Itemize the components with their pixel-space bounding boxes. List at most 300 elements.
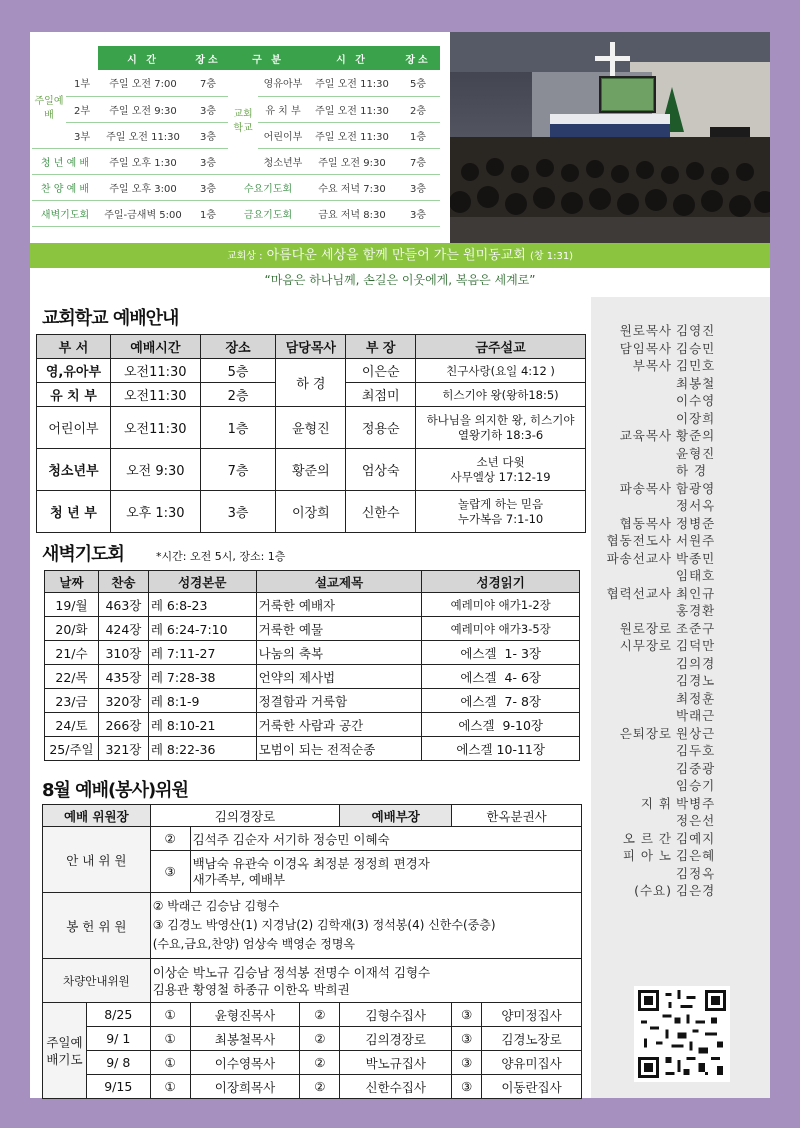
staff-role (598, 760, 676, 778)
service-place: 2층 (396, 96, 440, 122)
header-reading: 성경읽기 (422, 571, 580, 593)
staff-name: 김중광 (676, 760, 716, 776)
service-time: 주일 오전 7:00 (98, 70, 188, 96)
hymn: 266장 (98, 713, 148, 737)
service-name: 3부 (66, 122, 98, 148)
prayer-row (43, 1075, 582, 1099)
staff-row (598, 462, 736, 480)
staff-role: 피 아 노 (622, 848, 672, 863)
header-place: 장소 (188, 46, 228, 70)
staff-name: 김승민 (676, 340, 716, 356)
service-place: 3층 (396, 200, 440, 226)
staff-row (598, 830, 736, 848)
staff-row (598, 392, 736, 410)
staff-name: 황준의 (676, 428, 716, 443)
hymn: 463장 (98, 593, 148, 617)
staff-name: 최정훈 (676, 690, 716, 706)
reading: 예레미야 애가3-5장 (422, 617, 580, 641)
staff-row (598, 445, 736, 463)
staff-row (598, 672, 736, 690)
staff-row (598, 585, 736, 603)
staff-row (598, 812, 736, 830)
staff-role: 파송선교사 (606, 550, 672, 566)
service-name: 영유아부 (258, 70, 308, 96)
service-place: 7층 (396, 148, 440, 174)
service-time: 주일 오전 9:30 (308, 148, 396, 174)
staff-row (598, 637, 736, 655)
offering-label: 봉 헌 위 원 (43, 893, 151, 959)
staff-role: 지 휘 (640, 795, 672, 811)
sermon-passage: 사무엘상 17:12-19 (450, 469, 551, 484)
chair-label: 예배 위원장 (43, 805, 151, 827)
parking-label: 차량안내위원 (43, 959, 151, 1003)
prayer-leader: 김형수집사 (340, 1003, 452, 1027)
church-school-table (36, 334, 586, 533)
table-row (37, 407, 586, 449)
service-time: 주일 오후 1:30 (98, 148, 188, 174)
staff-row (598, 357, 736, 375)
pastor: 황준의 (276, 449, 346, 491)
prayer-leader: 최봉철목사 (190, 1027, 300, 1051)
staff-name: 박래근 (676, 708, 716, 723)
reading: 에스겔 7- 8장 (422, 689, 580, 713)
header-date: 날짜 (45, 571, 99, 593)
staff-name: 김예지 (676, 830, 716, 846)
church-school-label: 교회학교 (228, 70, 258, 174)
staff-row (598, 847, 736, 865)
sermon (416, 407, 586, 449)
staff-name: 서원주 (676, 533, 716, 548)
service-name: 청소년부 (258, 148, 308, 174)
schedule-row (32, 174, 440, 200)
header-sermon: 금주설교 (416, 335, 586, 359)
staff-row (598, 410, 736, 428)
date: 21/수 (45, 641, 99, 665)
staff-role (598, 375, 676, 393)
staff-role (598, 655, 676, 673)
prayer-number: ② (300, 1027, 340, 1051)
staff-role: (수요) (634, 883, 672, 898)
prayer-leader: 양미정집사 (482, 1003, 582, 1027)
header-pastor: 담당목사 (276, 335, 346, 359)
usher-group-number: ② (150, 827, 190, 851)
staff-row (598, 760, 736, 778)
sanctuary-photo (450, 32, 770, 243)
prayer-number: ① (150, 1027, 190, 1051)
dept: 청 년 부 (37, 491, 111, 533)
staff-row (598, 742, 736, 760)
staff-row (598, 532, 736, 550)
pastor: 이장희 (276, 491, 346, 533)
staff-name: 조준구 (676, 620, 716, 636)
reading: 에스겔 1- 3장 (422, 641, 580, 665)
ushers-label: 안 내 위 원 (43, 827, 151, 893)
sunday-worship-label: 주일예배 (32, 70, 66, 148)
service-time: 주일 오전 11:30 (308, 122, 396, 148)
prayer-row (43, 1051, 582, 1075)
header-time-2: 시 간 (308, 46, 396, 70)
staff-row (598, 725, 736, 743)
schedule-row (32, 200, 440, 226)
staff-row (598, 882, 736, 900)
parking-row (43, 959, 582, 1003)
staff-list (598, 322, 736, 900)
staff-name: 정은선 (676, 813, 716, 828)
table-row (45, 737, 580, 761)
usher-group-number: ③ (150, 851, 190, 893)
august-committee-table (42, 804, 582, 1099)
service-time: 금요 저녁 8:30 (308, 200, 396, 226)
table-row (45, 665, 580, 689)
vision-reference: (창 1:31) (529, 251, 574, 262)
staff-name: 최봉철 (676, 375, 716, 391)
staff-role (598, 742, 676, 760)
staff-name: 이장희 (676, 410, 716, 426)
august-section-title: 8월 예배(봉사)위원 (42, 780, 188, 801)
staff-role (598, 445, 676, 463)
church-vision-banner (30, 243, 770, 268)
sermon-title: 하나님을 의지한 왕, 히스기야 (426, 412, 575, 427)
sermon-title: 거룩한 예배자 (256, 593, 422, 617)
staff-role (598, 567, 676, 585)
passage: 레 7:11-27 (148, 641, 256, 665)
staff-name: 김덕만 (676, 638, 716, 653)
staff-name: 홍경환 (676, 603, 716, 618)
prayer-number: ③ (452, 1051, 482, 1075)
prayer-leader: 이동란집사 (482, 1075, 582, 1099)
header-place: 장소 (200, 335, 276, 359)
service-place: 3층 (188, 148, 228, 174)
service-time: 수요 저녁 7:30 (308, 174, 396, 200)
prayer-leader: 윤형진목사 (190, 1003, 300, 1027)
place: 2층 (200, 383, 276, 407)
staff-row (598, 795, 736, 813)
pastor: 윤형진 (276, 407, 346, 449)
header-time: 예배시간 (110, 335, 200, 359)
usher-names: 김석주 김순자 서기하 정승민 이혜숙 (190, 827, 581, 851)
dawn-prayer-table (44, 570, 580, 761)
schedule-row (32, 70, 440, 96)
time: 오전11:30 (110, 383, 200, 407)
school-header-row (37, 335, 586, 359)
date: 20/화 (45, 617, 99, 641)
usher-row (43, 827, 582, 851)
service-name: 새벽기도회 (32, 200, 98, 226)
vice-name: 한옥분권사 (452, 805, 582, 827)
hymn: 320장 (98, 689, 148, 713)
hymn: 435장 (98, 665, 148, 689)
header-passage: 성경본문 (148, 571, 256, 593)
place: 1층 (200, 407, 276, 449)
staff-name: 김은경 (676, 883, 716, 898)
hymn: 310장 (98, 641, 148, 665)
sermon-title: 놀랍게 하는 믿음 (458, 496, 544, 511)
time: 오전 9:30 (110, 449, 200, 491)
staff-role: 은퇴장로 (619, 725, 672, 741)
staff-name: 하 경 (676, 463, 708, 478)
schedule-panel (32, 46, 446, 241)
chair-row (43, 805, 582, 827)
service-time: 주일 오전 11:30 (308, 70, 396, 96)
passage: 레 6:24-7:10 (148, 617, 256, 641)
staff-role: 원로목사 (619, 323, 672, 338)
prayer-leader: 이장희목사 (190, 1075, 300, 1099)
chair-name: 김의경장로 (150, 805, 340, 827)
staff-row (598, 865, 736, 883)
place: 7층 (200, 449, 276, 491)
parking-line: 김용관 황영철 하종규 이한옥 박희권 (152, 981, 350, 997)
staff-name: 임승기 (676, 778, 716, 793)
header-sermon-title: 설교제목 (256, 571, 422, 593)
service-name: 유 치 부 (258, 96, 308, 122)
sermon-title: 거룩한 예물 (256, 617, 422, 641)
vice-label: 예배부장 (340, 805, 452, 827)
date: 22/목 (45, 665, 99, 689)
staff-role: 교육목사 (619, 428, 672, 443)
staff-name: 정서옥 (676, 498, 716, 513)
staff-name: 김민호 (676, 358, 716, 373)
bulletin-page (30, 32, 770, 1098)
staff-row (598, 427, 736, 445)
prayer-date: 9/ 8 (86, 1051, 150, 1075)
reading: 에스겔 4- 6장 (422, 665, 580, 689)
offering-line: ② 박래근 김승남 김형수 (152, 899, 280, 913)
staff-row (598, 550, 736, 568)
staff-role (598, 410, 676, 428)
sermon: 히스기야 왕(왕하18:5) (416, 383, 586, 407)
offering-line: ③ 김경노 박영산(1) 지경남(2) 김학재(3) 정석봉(4) 신한수(중층) (152, 918, 496, 932)
staff-row (598, 777, 736, 795)
usher-names-line: 새가족부, 예배부 (192, 871, 286, 887)
prayer-leader: 양유미집사 (482, 1051, 582, 1075)
prayer-number: ① (150, 1075, 190, 1099)
prayer-number: ③ (452, 1075, 482, 1099)
staff-role: 파송목사 (619, 480, 672, 496)
sermon-passage: 누가복음 7:1-10 (457, 511, 544, 526)
offering-line: (수요,금요,찬양) 엄상숙 백영순 정명옥 (152, 937, 356, 951)
reading: 에스겔 9-10장 (422, 713, 580, 737)
school-section-title: 교회학교 예배안내 (42, 308, 179, 329)
dawn-note: *시간: 오전 5시, 장소: 1층 (156, 550, 286, 563)
staff-row (598, 375, 736, 393)
head: 엄상숙 (346, 449, 416, 491)
staff-row (598, 322, 736, 340)
dept: 어린이부 (37, 407, 111, 449)
prayer-number: ② (300, 1075, 340, 1099)
prayer-date: 9/15 (86, 1075, 150, 1099)
time: 오후 1:30 (110, 491, 200, 533)
sermon-title: 소년 다윗 (476, 454, 525, 469)
staff-role: 오 르 간 (622, 830, 672, 846)
staff-role: 협동목사 (619, 515, 672, 531)
prayer-row (43, 1003, 582, 1027)
service-place: 3층 (188, 174, 228, 200)
staff-role: 원로장로 (619, 620, 672, 636)
prayer-leader: 신한수집사 (340, 1075, 452, 1099)
prayer-date: 8/25 (86, 1003, 150, 1027)
worship-schedule-table (32, 46, 440, 227)
header-hymn: 찬송 (98, 571, 148, 593)
time: 오전11:30 (110, 407, 200, 449)
date: 25/주일 (45, 737, 99, 761)
sermon-title: 정결함과 거룩함 (256, 689, 422, 713)
service-time: 주일 오전 9:30 (98, 96, 188, 122)
service-time: 주일 오전 11:30 (98, 122, 188, 148)
staff-row (598, 707, 736, 725)
church-motto: “마음은 하나님께, 손길은 이웃에게, 복음은 세계로” (264, 273, 536, 287)
service-place: 1층 (188, 200, 228, 226)
prayer-label: 주일예배기도 (43, 1003, 87, 1099)
staff-role (598, 497, 676, 515)
staff-row (598, 515, 736, 533)
sermon: 친구사랑(요일 4:12 ) (416, 359, 586, 383)
header-time: 시 간 (98, 46, 188, 70)
sermon (416, 491, 586, 533)
staff-name: 윤형진 (676, 445, 716, 461)
parking-line: 이상순 박노규 김승남 정석봉 전명수 이재석 김형수 (152, 964, 431, 980)
dawn-header-row (45, 571, 580, 593)
reading: 에스겔 10-11장 (422, 737, 580, 761)
head: 신한수 (346, 491, 416, 533)
staff-row (598, 340, 736, 358)
schedule-header-row (32, 46, 440, 70)
table-row (45, 617, 580, 641)
staff-name: 함광영 (676, 480, 716, 496)
staff-role: 협동전도사 (606, 533, 672, 548)
dept: 영,유아부 (37, 359, 111, 383)
staff-name: 김경노 (676, 673, 716, 688)
prayer-row (43, 1027, 582, 1051)
staff-name: 임태호 (676, 568, 716, 583)
table-row (37, 449, 586, 491)
table-row (45, 641, 580, 665)
offering-row (43, 893, 582, 959)
staff-row (598, 620, 736, 638)
staff-row (598, 655, 736, 673)
prayer-leader: 이수영목사 (190, 1051, 300, 1075)
offering-names (150, 893, 581, 959)
staff-row (598, 567, 736, 585)
hymn: 321장 (98, 737, 148, 761)
passage: 레 8:22-36 (148, 737, 256, 761)
service-name: 수요기도회 (228, 174, 308, 200)
sermon-passage: 열왕기하 18:3-6 (457, 427, 544, 442)
service-name: 어린이부 (258, 122, 308, 148)
staff-role (598, 672, 676, 690)
reading: 예레미야 애가1-2장 (422, 593, 580, 617)
dept: 청소년부 (37, 449, 111, 491)
passage: 레 7:28-38 (148, 665, 256, 689)
prayer-number: ③ (452, 1003, 482, 1027)
service-name: 찬 양 예 배 (32, 174, 98, 200)
sermon-title: 나눔의 축복 (256, 641, 422, 665)
table-row (45, 689, 580, 713)
staff-role: 협력선교사 (606, 585, 672, 601)
service-place: 3층 (188, 122, 228, 148)
staff-role (598, 690, 676, 708)
staff-role (598, 865, 676, 883)
staff-role: 부목사 (632, 358, 672, 373)
date: 23/금 (45, 689, 99, 713)
service-place: 5층 (396, 70, 440, 96)
head: 최점미 (346, 383, 416, 407)
service-place: 3층 (396, 174, 440, 200)
staff-name: 김정옥 (676, 865, 716, 881)
staff-role: 시무장로 (619, 638, 672, 653)
header-category: 구 분 (228, 46, 308, 70)
staff-row (598, 497, 736, 515)
time: 오전11:30 (110, 359, 200, 383)
hymn: 424장 (98, 617, 148, 641)
staff-role (598, 602, 676, 620)
staff-name: 김은혜 (676, 848, 716, 863)
header-dept: 부 서 (37, 335, 111, 359)
table-row (37, 491, 586, 533)
staff-name: 박종민 (676, 550, 716, 566)
service-place: 7층 (188, 70, 228, 96)
staff-role: 담임목사 (619, 340, 672, 356)
staff-name: 박병주 (676, 795, 716, 811)
prayer-number: ② (300, 1003, 340, 1027)
place: 5층 (200, 359, 276, 383)
service-name: 청 년 예 배 (32, 148, 98, 174)
vision-label: 교회상 : (226, 251, 263, 262)
prayer-number: ② (300, 1051, 340, 1075)
prayer-leader: 김의경장로 (340, 1027, 452, 1051)
prayer-number: ① (150, 1051, 190, 1075)
prayer-number: ① (150, 1003, 190, 1027)
parking-names (150, 959, 581, 1003)
head: 정용순 (346, 407, 416, 449)
staff-role (598, 812, 676, 830)
service-time: 주일 오후 3:00 (98, 174, 188, 200)
staff-name: 이수영 (676, 393, 716, 408)
staff-name: 원상근 (676, 725, 716, 741)
prayer-number: ③ (452, 1027, 482, 1051)
staff-row (598, 480, 736, 498)
dawn-section-title: 새벽기도회 (42, 544, 124, 565)
service-name: 2부 (66, 96, 98, 122)
staff-role (598, 707, 676, 725)
service-time: 주일-금새벽 5:00 (98, 200, 188, 226)
header-head: 부 장 (346, 335, 416, 359)
usher-names-line: 백남숙 유관숙 이경옥 최정분 정정희 편경자 (192, 855, 430, 871)
header-place-2: 장소 (396, 46, 440, 70)
staff-role (598, 462, 676, 480)
staff-role (598, 777, 676, 795)
service-name: 금요기도회 (228, 200, 308, 226)
date: 24/토 (45, 713, 99, 737)
table-row (45, 593, 580, 617)
table-row (45, 713, 580, 737)
staff-name: 김두호 (676, 743, 716, 758)
pastor: 하 경 (276, 359, 346, 407)
prayer-leader: 박노규집사 (340, 1051, 452, 1075)
staff-name: 김의경 (676, 655, 716, 671)
place: 3층 (200, 491, 276, 533)
sermon (416, 449, 586, 491)
head: 이은순 (346, 359, 416, 383)
service-time: 주일 오전 11:30 (308, 96, 396, 122)
qr-code-image (638, 990, 726, 1078)
vision-text: 아름다운 세상을 함께 만들어 가는 원미동교회 (266, 248, 526, 263)
staff-row (598, 602, 736, 620)
sermon-title: 모범이 되는 전적순종 (256, 737, 422, 761)
staff-row (598, 690, 736, 708)
staff-role (598, 392, 676, 410)
usher-names (190, 851, 581, 893)
prayer-date: 9/ 1 (86, 1027, 150, 1051)
